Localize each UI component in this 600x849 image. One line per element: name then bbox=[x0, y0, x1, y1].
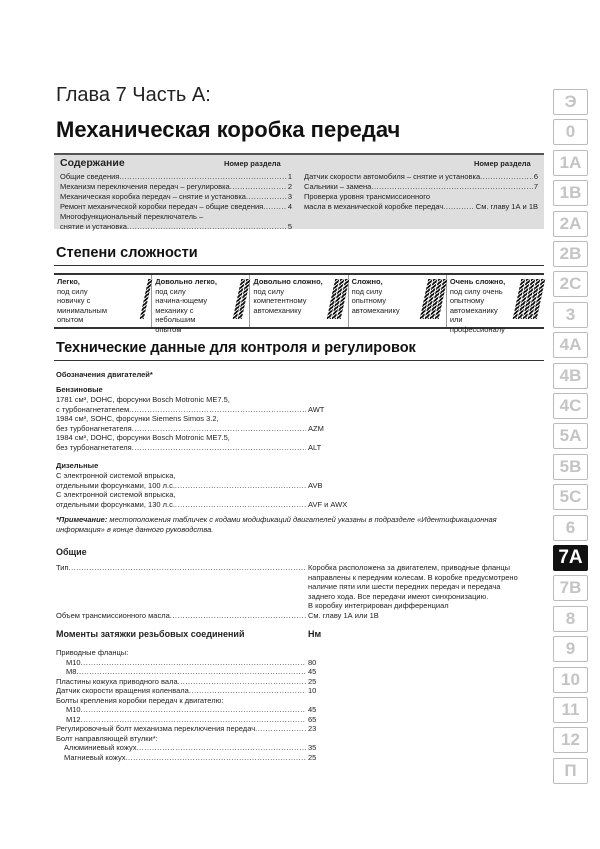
torque-row bbox=[56, 743, 306, 753]
torque-value: 23 bbox=[308, 724, 317, 733]
toc-entry bbox=[60, 202, 292, 212]
difficulty-description: под силу опытному автомеханику bbox=[351, 286, 400, 315]
torque-row bbox=[56, 734, 306, 744]
toc-entry-title: Механизм переключения передач – регулировка bbox=[60, 182, 230, 191]
toc-entry-title: Общие сведения bbox=[60, 172, 120, 181]
chapter-tab[interactable]: 0 bbox=[553, 119, 588, 145]
leader-dots bbox=[132, 443, 306, 453]
chapter-tab[interactable]: 4В bbox=[553, 363, 588, 389]
leader-dots bbox=[125, 753, 306, 763]
engine-spec-line: отдельными форсунками, 100 л.с. bbox=[56, 480, 175, 490]
torque-row bbox=[56, 667, 306, 677]
toc-entry-title: Многофункциональный переключатель – bbox=[60, 212, 204, 221]
torque-value: 80 bbox=[308, 657, 317, 667]
chapter-tab[interactable]: 6 bbox=[553, 515, 588, 541]
chapter-tab[interactable]: 1В bbox=[553, 180, 588, 206]
oil-row bbox=[56, 611, 306, 621]
torque-row bbox=[56, 724, 306, 734]
torque-row bbox=[56, 696, 306, 706]
torque-row bbox=[56, 686, 306, 696]
torque-label: М10 bbox=[66, 705, 81, 714]
toc-entry-number: 7 bbox=[533, 182, 538, 191]
engine-spec-line: 1781 см³, DOHC, форсунки Bosch Motronic ME7.5, bbox=[56, 395, 230, 404]
page-title: Механическая коробка передач bbox=[56, 117, 401, 142]
chapter-tab[interactable]: 2С bbox=[553, 271, 588, 297]
diesel-heading: Дизельные bbox=[56, 461, 99, 470]
chapter-tab[interactable]: 8 bbox=[553, 606, 588, 632]
type-description-line: Коробка расположена за двигателем, приводные фланцы bbox=[308, 563, 511, 572]
leader-dots bbox=[255, 724, 306, 734]
engine-spec-line: С электронной системой впрыска, bbox=[56, 490, 176, 499]
contents-heading: Содержание bbox=[60, 157, 125, 169]
toc-entry-title: Ремонт механической коробки передач – общие сведения bbox=[60, 202, 264, 211]
toc-entry-number: 2 bbox=[287, 182, 292, 191]
toc-entry bbox=[60, 212, 292, 222]
type-row bbox=[56, 563, 306, 573]
toc-entry bbox=[304, 182, 538, 192]
chapter-tab[interactable]: 5С bbox=[553, 484, 588, 510]
specs-heading: Технические данные для контроля и регулировок bbox=[56, 340, 416, 356]
leader-dots bbox=[81, 715, 306, 725]
toc-entry-number: 6 bbox=[533, 172, 538, 181]
leader-dots bbox=[178, 677, 306, 687]
type-description-line: В коробку интегрирован дифференциал bbox=[308, 601, 449, 610]
leader-dots bbox=[81, 705, 306, 715]
torque-value: 10 bbox=[308, 686, 317, 695]
toc-entry bbox=[304, 202, 538, 212]
chapter-tab[interactable]: Э bbox=[553, 89, 588, 115]
toc-entry-title: Механическая коробка передач – снятие и установка bbox=[60, 192, 246, 201]
difficulty-label: Довольно сложно, bbox=[253, 277, 323, 286]
toc-leader bbox=[127, 222, 287, 232]
difficulty-description: под силу начина-ющему механику с небольшим опытом bbox=[155, 286, 208, 334]
engine-spec-row bbox=[56, 481, 306, 491]
toc-entry-number: См. главу 1А и 1В bbox=[475, 202, 538, 211]
chapter-tab[interactable]: 3 bbox=[553, 302, 588, 328]
engine-codes-heading: Обозначения двигателей* bbox=[56, 370, 153, 379]
chapter-tab[interactable]: 5В bbox=[553, 454, 588, 480]
engine-spec-row bbox=[56, 405, 306, 415]
chapter-tab[interactable]: 12 bbox=[553, 727, 588, 753]
note-text: местоположения табличек с кодами модификаций двигателей указаны в подразделе «Идентификационная информация» в конце данного руководства. bbox=[56, 515, 497, 534]
difficulty-scale bbox=[54, 273, 544, 334]
difficulty-level bbox=[447, 275, 544, 334]
type-description-line: наличие пяти или шести передних передач и передача bbox=[308, 582, 501, 591]
torque-value: 25 bbox=[308, 752, 317, 762]
petrol-heading: Бензиновые bbox=[56, 385, 103, 394]
contents-right-column bbox=[304, 172, 538, 212]
toc-entry-title: снятие и установка bbox=[60, 222, 127, 231]
spanner-icon-group bbox=[237, 279, 246, 319]
engine-spec-line: без турбонагнетателя bbox=[56, 423, 132, 433]
oil-value: См. главу 1А или 1В bbox=[308, 611, 379, 620]
toc-entry-title: Проверка уровня трансмиссионного bbox=[304, 192, 431, 201]
toc-entry-title: Датчик скорости автомобиля – снятие и установка bbox=[304, 172, 481, 181]
toc-entry bbox=[60, 182, 292, 192]
toc-entry-number: 5 bbox=[287, 222, 292, 231]
divider bbox=[54, 265, 544, 266]
section-number-header-right: Номер раздела bbox=[474, 159, 531, 168]
torque-label: Датчик скорости вращения коленвала bbox=[56, 686, 189, 695]
type-description-line: заднего хода. Все передачи имеют синхронизацию. bbox=[308, 591, 489, 601]
toc-entry-title: Сальники – замена bbox=[304, 182, 372, 191]
torque-row bbox=[56, 705, 306, 715]
engine-code: AVB bbox=[308, 480, 323, 490]
chapter-tab[interactable]: П bbox=[553, 758, 588, 784]
torque-row bbox=[56, 648, 306, 658]
toc-leader bbox=[119, 172, 286, 182]
chapter-tab[interactable]: 2А bbox=[553, 211, 588, 237]
section-number-header-left: Номер раздела bbox=[224, 159, 281, 168]
toc-leader bbox=[443, 202, 475, 212]
type-description-line: направлены к передним колесам. В коробке предусмотрено bbox=[308, 572, 518, 582]
difficulty-level bbox=[349, 275, 447, 327]
difficulty-level bbox=[250, 275, 348, 327]
engine-spec-row bbox=[56, 443, 306, 453]
engine-code: ALT bbox=[308, 442, 322, 452]
contents-left-column bbox=[60, 172, 292, 232]
torque-row bbox=[56, 658, 306, 668]
toc-entry-number: 3 bbox=[287, 192, 292, 201]
difficulty-label: Довольно легко, bbox=[155, 277, 217, 286]
engine-spec-line: с турбонагнетателем bbox=[56, 404, 130, 414]
spanner-icon-group bbox=[331, 279, 345, 319]
torque-value: 25 bbox=[308, 676, 317, 686]
difficulty-label: Легко, bbox=[57, 277, 80, 286]
difficulty-label: Очень сложно, bbox=[449, 277, 506, 286]
spanner-icon-group bbox=[144, 279, 148, 319]
contents-box bbox=[54, 153, 544, 229]
chapter-tab[interactable]: 11 bbox=[553, 697, 588, 723]
general-heading: Общие bbox=[56, 547, 87, 557]
torque-label: Регулировочный болт механизма переключения передач bbox=[56, 724, 256, 733]
note-label: *Примечание: bbox=[56, 515, 108, 524]
chapter-tab[interactable]: 2В bbox=[553, 241, 588, 267]
toc-leader bbox=[230, 182, 287, 192]
chapter-tab[interactable]: 4С bbox=[553, 393, 588, 419]
toc-entry bbox=[304, 172, 538, 182]
leader-dots bbox=[129, 405, 306, 415]
difficulty-label: Сложно, bbox=[351, 277, 383, 286]
leader-dots bbox=[175, 481, 306, 491]
torque-label: М10 bbox=[66, 657, 81, 667]
leader-dots bbox=[132, 424, 306, 434]
toc-leader bbox=[263, 202, 287, 212]
torque-value: 45 bbox=[308, 667, 317, 676]
chapter-label: Глава 7 Часть А: bbox=[56, 84, 211, 106]
torque-value: 45 bbox=[308, 705, 317, 714]
engine-code: AZM bbox=[308, 423, 324, 433]
toc-entry-number: 4 bbox=[287, 202, 292, 211]
torque-label: Пластины кожуха приводного вала bbox=[56, 676, 178, 686]
engine-note bbox=[56, 515, 546, 535]
torque-label: М12 bbox=[66, 714, 81, 724]
engine-spec-row bbox=[56, 500, 306, 510]
toc-leader bbox=[371, 182, 532, 192]
type-label: Тип bbox=[56, 563, 69, 572]
toc-entry bbox=[304, 192, 538, 202]
difficulty-level bbox=[152, 275, 250, 334]
torque-label: М8 bbox=[66, 667, 77, 676]
engine-spec-line: отдельными форсунками, 130 л.с. bbox=[56, 499, 175, 509]
leader-dots bbox=[189, 686, 306, 696]
spanner-icon-group bbox=[517, 279, 541, 319]
difficulty-description: под силу компетентному автомеханику bbox=[253, 286, 307, 315]
torque-row bbox=[56, 677, 306, 687]
chapter-tab[interactable]: 9 bbox=[553, 636, 588, 662]
engine-code: AWT bbox=[308, 404, 325, 414]
leader-dots bbox=[136, 743, 306, 753]
toc-entry-number: 1 bbox=[287, 172, 292, 181]
toc-leader bbox=[480, 172, 533, 182]
torque-heading: Моменты затяжки резьбовых соединений bbox=[56, 629, 245, 639]
toc-leader bbox=[246, 192, 287, 202]
toc-entry bbox=[60, 192, 292, 202]
toc-entry bbox=[60, 222, 292, 232]
chapter-tab[interactable]: 7В bbox=[553, 575, 588, 601]
torque-label: Болты крепления коробки передач к двигателю: bbox=[56, 695, 224, 705]
engine-code: AVF и AWX bbox=[308, 499, 348, 509]
chapter-tab[interactable]: 7А bbox=[553, 545, 588, 571]
engine-spec-line: С электронной системой впрыска, bbox=[56, 471, 176, 480]
divider bbox=[54, 360, 544, 361]
leader-dots bbox=[81, 658, 306, 668]
engine-spec-line: без турбонагнетателя bbox=[56, 442, 132, 452]
torque-row bbox=[56, 753, 306, 763]
leader-dots bbox=[76, 667, 306, 677]
toc-entry-title: масла в механической коробке передач bbox=[304, 202, 444, 211]
torque-value: 65 bbox=[308, 714, 317, 724]
torque-label: Магниевый кожух bbox=[64, 752, 126, 762]
torque-row bbox=[56, 715, 306, 725]
chapter-tab[interactable]: 4А bbox=[553, 332, 588, 358]
engine-spec-line: 1984 см³, SOHC, форсунки Siemens Simos 3.2, bbox=[56, 414, 219, 423]
difficulty-heading: Степени сложности bbox=[56, 245, 198, 261]
difficulty-description: под силу новичку с минимальным опытом bbox=[57, 286, 107, 324]
chapter-tab[interactable]: 1А bbox=[553, 150, 588, 176]
leader-dots bbox=[175, 500, 306, 510]
toc-entry bbox=[60, 172, 292, 182]
torque-value: 35 bbox=[308, 743, 317, 752]
chapter-tab[interactable]: 5А bbox=[553, 423, 588, 449]
engine-spec-line: 1984 см³, DOHC, форсунки Bosch Motronic ME7.5, bbox=[56, 433, 230, 442]
difficulty-level bbox=[54, 275, 152, 327]
torque-label: Болт направляющей втулки*: bbox=[56, 733, 158, 743]
chapter-tab[interactable]: 10 bbox=[553, 667, 588, 693]
engine-spec-row bbox=[56, 424, 306, 434]
spanner-icon-group bbox=[424, 279, 443, 319]
torque-label: Приводные фланцы: bbox=[56, 648, 129, 657]
difficulty-description: под силу очень опытному автомеханику или профессионалу bbox=[449, 286, 505, 334]
torque-unit: Нм bbox=[308, 629, 322, 639]
oil-label: Объем трансмиссионного масла bbox=[56, 611, 170, 620]
torque-label: Алюминиевый кожух bbox=[64, 743, 137, 752]
